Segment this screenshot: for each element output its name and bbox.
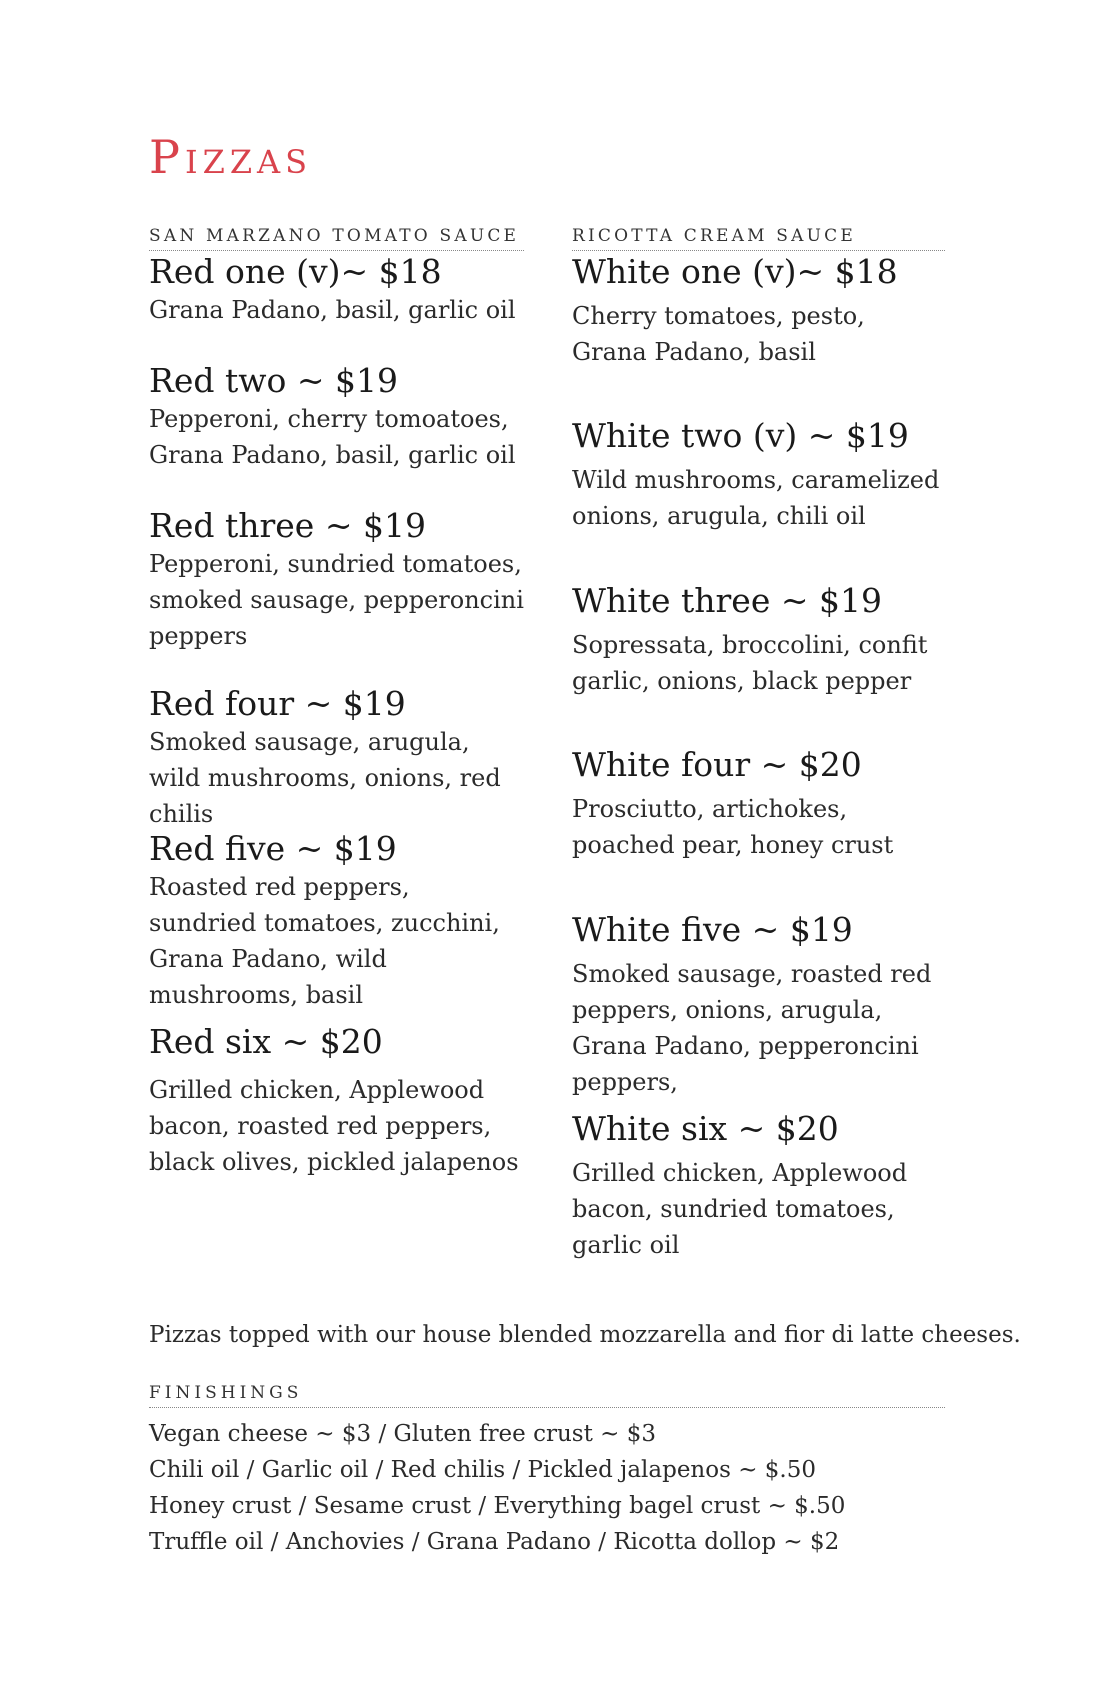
menu-item bbox=[149, 361, 524, 473]
menu-item bbox=[572, 252, 945, 370]
item-title: Red four ~ $19 bbox=[149, 684, 406, 723]
red-sauce-column bbox=[149, 226, 524, 1176]
item-description: Sopressata, broccolini, confit garlic, onions, black pepper bbox=[572, 631, 928, 695]
item-title: White one (v)~ $18 bbox=[572, 252, 898, 291]
item-description: Grana Padano, basil, garlic oil bbox=[149, 296, 516, 324]
white-sauce-column bbox=[572, 226, 945, 1259]
page-title: Pizzas bbox=[149, 130, 313, 184]
finishings-label: FINISHINGS bbox=[149, 1383, 945, 1408]
item-description: Pepperoni, cherry tomoatoes, Grana Padano, basil, garlic oil bbox=[149, 405, 516, 469]
item-description: Pepperoni, sundried tomatoes, smoked sausage, pepperoncini peppers bbox=[149, 550, 524, 650]
menu-item bbox=[149, 684, 524, 832]
menu-item bbox=[572, 910, 945, 1100]
item-description: Prosciutto, artichokes, poached pear, honey crust bbox=[572, 795, 894, 859]
menu-item bbox=[149, 252, 524, 328]
item-description: Smoked sausage, arugula, wild mushrooms, onions, red chilis bbox=[149, 728, 501, 828]
finishings-section bbox=[149, 1383, 945, 1560]
menu-item bbox=[572, 745, 945, 863]
red-sauce-label: SAN MARZANO TOMATO SAUCE bbox=[149, 226, 524, 251]
cheese-note: Pizzas topped with our house blended mozzarella and fior di latte cheeses. bbox=[149, 1322, 1021, 1348]
item-title: Red three ~ $19 bbox=[149, 506, 426, 545]
item-description: Cherry tomatoes, pesto, Grana Padano, basil bbox=[572, 302, 865, 366]
item-title: Red six ~ $20 bbox=[149, 1022, 383, 1061]
menu-item bbox=[149, 829, 524, 1013]
menu-item bbox=[572, 1109, 945, 1263]
item-title: White six ~ $20 bbox=[572, 1109, 839, 1148]
menu-item bbox=[149, 506, 524, 654]
item-title: White five ~ $19 bbox=[572, 910, 853, 949]
item-description: Smoked sausage, roasted red peppers, onions, arugula, Grana Padano, pepperoncini peppers, bbox=[572, 960, 932, 1096]
item-description: Grilled chicken, Applewood bacon, roasted red peppers, black olives, pickled jalapenos bbox=[149, 1076, 519, 1176]
menu-item bbox=[572, 581, 945, 699]
finishings-line: Truffle oil / Anchovies / Grana Padano / Ricotta dollop ~ $2 bbox=[149, 1529, 840, 1555]
item-title: Red one (v)~ $18 bbox=[149, 252, 442, 291]
item-description: Roasted red peppers, sundried tomatoes, zucchini, Grana Padano, wild mushrooms, basil bbox=[149, 873, 500, 1009]
finishings-line: Vegan cheese ~ $3 / Gluten free crust ~ $3 bbox=[149, 1421, 656, 1447]
white-sauce-label: RICOTTA CREAM SAUCE bbox=[572, 226, 945, 251]
item-title: White four ~ $20 bbox=[572, 745, 862, 784]
finishings-line: Honey crust / Sesame crust / Everything bagel crust ~ $.50 bbox=[149, 1493, 846, 1519]
item-title: Red two ~ $19 bbox=[149, 361, 398, 400]
item-title: White three ~ $19 bbox=[572, 581, 882, 620]
finishings-line: Chili oil / Garlic oil / Red chilis / Pickled jalapenos ~ $.50 bbox=[149, 1457, 816, 1483]
item-title: White two (v) ~ $19 bbox=[572, 416, 909, 455]
item-title: Red five ~ $19 bbox=[149, 829, 397, 868]
item-description: Wild mushrooms, caramelized onions, arugula, chili oil bbox=[572, 466, 940, 530]
menu-item bbox=[572, 416, 945, 534]
item-description: Grilled chicken, Applewood bacon, sundried tomatoes, garlic oil bbox=[572, 1159, 908, 1259]
menu-item bbox=[149, 1022, 524, 1180]
